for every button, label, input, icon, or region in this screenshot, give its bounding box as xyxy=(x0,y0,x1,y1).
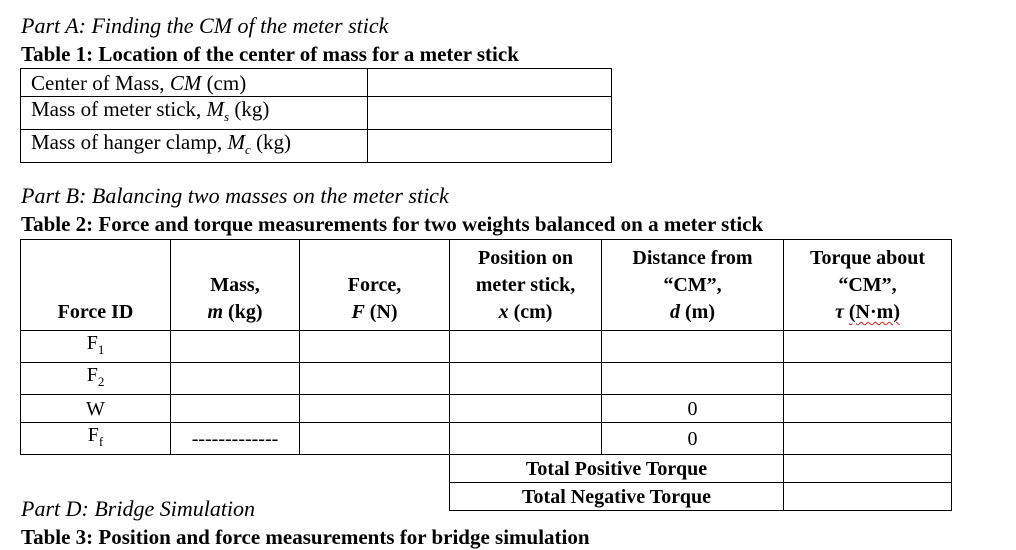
total-positive-label: Total Positive Torque xyxy=(450,455,784,483)
table-1 xyxy=(20,68,612,163)
stick-mass-value-cell[interactable] xyxy=(368,97,612,130)
position-cell[interactable] xyxy=(450,363,602,395)
distance-cell[interactable] xyxy=(602,363,784,395)
total-negative-label: Total Negative Torque xyxy=(450,483,784,511)
table-1-caption: Table 1: Location of the center of mass for a meter stick xyxy=(21,42,519,66)
mass-cell-dashes: ------------- xyxy=(171,423,300,455)
header-mass: Mass, m (kg) xyxy=(171,240,300,331)
table-row xyxy=(21,97,612,130)
distance-cell: 0 xyxy=(602,423,784,455)
part-b-heading: Part B: Balancing two masses on the meter stick xyxy=(21,183,449,208)
table-header-row xyxy=(21,240,952,331)
force-cell[interactable] xyxy=(300,423,450,455)
part-d-heading: Part D: Bridge Simulation xyxy=(21,496,256,521)
header-distance: Distance from “CM”, d (m) xyxy=(602,240,784,331)
force-id-cell: $F_2$ xyxy=(21,363,171,395)
position-cell[interactable] xyxy=(450,395,602,423)
torque-cell[interactable] xyxy=(784,331,952,363)
total-positive-row xyxy=(21,455,952,483)
table-3-caption: Table 3: Position and force measurements for bridge simulation xyxy=(21,525,590,549)
header-force: Force, F (N) xyxy=(300,240,450,331)
force-id-cell: W xyxy=(21,395,171,423)
force-id-cell: $F_1$ xyxy=(21,331,171,363)
table-2-caption: Table 2: Force and torque measurements for two weights balanced on a meter stick xyxy=(21,212,764,236)
header-torque: Torque about “CM”, τ (N·m) xyxy=(784,240,952,331)
table-row xyxy=(21,69,612,97)
mass-cell[interactable] xyxy=(171,363,300,395)
table-row xyxy=(21,423,952,455)
part-a-heading: Part A: Finding the CM of the meter stick xyxy=(21,13,389,38)
cm-value-cell[interactable] xyxy=(368,69,612,97)
position-cell[interactable] xyxy=(450,331,602,363)
mass-cell[interactable] xyxy=(171,331,300,363)
force-id-cell: $F_f$ xyxy=(21,423,171,455)
distance-cell: 0 xyxy=(602,395,784,423)
force-cell[interactable] xyxy=(300,395,450,423)
cm-label: Center of Mass, CM (cm) xyxy=(21,69,368,97)
header-force-id: Force ID xyxy=(21,240,171,331)
force-cell[interactable] xyxy=(300,331,450,363)
torque-cell[interactable] xyxy=(784,363,952,395)
mass-cell[interactable] xyxy=(171,395,300,423)
clamp-mass-value-cell[interactable] xyxy=(368,130,612,163)
position-cell[interactable] xyxy=(450,423,602,455)
torque-cell[interactable] xyxy=(784,395,952,423)
clamp-mass-label: Mass of hanger clamp, $M_c$ (kg) xyxy=(21,130,368,163)
torque-cell[interactable] xyxy=(784,423,952,455)
total-positive-value-cell[interactable] xyxy=(784,455,952,483)
table-row xyxy=(21,363,952,395)
table-row xyxy=(21,130,612,163)
table-row xyxy=(21,331,952,363)
header-position: Position on meter stick, x (cm) xyxy=(450,240,602,331)
table-2 xyxy=(20,239,952,511)
stick-mass-label: Mass of meter stick, $M_s$ (kg) xyxy=(21,97,368,130)
total-negative-value-cell[interactable] xyxy=(784,483,952,511)
table-row xyxy=(21,395,952,423)
force-cell[interactable] xyxy=(300,363,450,395)
distance-cell[interactable] xyxy=(602,331,784,363)
